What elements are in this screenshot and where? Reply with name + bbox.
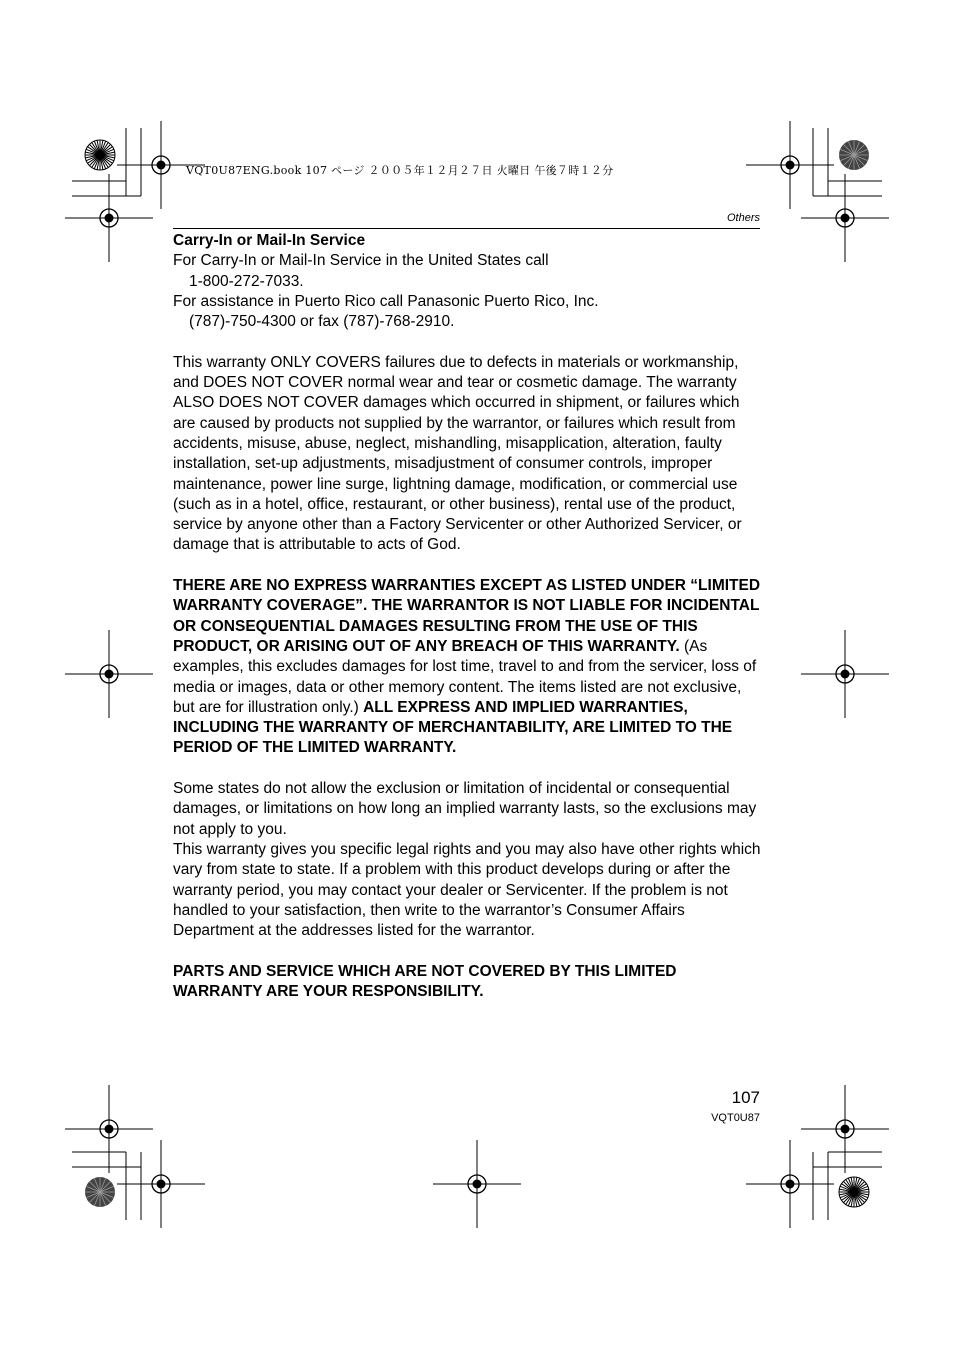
coverage-paragraph: This warranty ONLY COVERS failures due to defects in materials or workmanship, and DOES NOT COVER normal wear and tear or cosmetic damage. The warranty ALSO DOES NOT COVER damages which occurred in shipment, or failures which are caused by products not supplied by the warrantor, or failures which result from accidents, misuse, abuse, neglect, mishandling, misapplication, alteration, faulty installation, set-up adjustments, misadjustment of consumer controls, improper maintenance, power line surge, lightning damage, modification, or commercial use (such as in a hotel, office, restaurant, or other business), rental use of the product, service by anyone other than a Factory Servicenter or other Authorized Servicer, or damage that is attributable to acts of God.: [173, 353, 742, 554]
registration-mark: [117, 1140, 205, 1228]
registration-mark: [801, 174, 889, 262]
no-express-warranties-text: THERE ARE NO EXPRESS WARRANTIES EXCEPT AS LISTED UNDER “LIMITED WARRANTY COVERAGE”. THE WARRANTOR IS NOT LIABLE FOR INCIDENTAL OR CONSEQUENTIAL DAMAGES RESULTING FROM THE USE OF THIS PRODUCT, OR ARISING OUT OF ANY BREACH OF THIS WARRANTY.: [173, 577, 761, 655]
responsibility-paragraph: PARTS AND SERVICE WHICH ARE NOT COVERED BY THIS LIMITED WARRANTY ARE YOUR RESPONSIBILITY.: [173, 962, 677, 1000]
puerto-rico-line: For assistance in Puerto Rico call Panasonic Puerto Rico, Inc.: [173, 292, 599, 310]
registration-mark: [746, 1140, 834, 1228]
registration-mark: [801, 630, 889, 718]
registration-mark: [65, 630, 153, 718]
header-rule: [173, 228, 760, 229]
exclusion-examples-text: (As examples, this excludes damages for lost time, travel to and from the servicer, loss of media or images, data or other memory content. The items listed are not exclusive, but are for illustration only.): [173, 637, 757, 716]
state-exclusions-paragraph: Some states do not allow the exclusion or limitation of incidental or consequential damages, or limitations on how long an implied warranty lasts, so the exclusions may not apply to you.: [173, 780, 757, 838]
puerto-rico-phone-number: (787)-750-4300 or fax (787)-768-2910.: [189, 313, 455, 331]
starburst-target-icon: [839, 140, 869, 170]
starburst-target-icon: [85, 1177, 115, 1207]
us-phone-number: 1-800-272-7033.: [189, 272, 304, 290]
starburst-target-icon: [85, 140, 115, 170]
legal-rights-paragraph: This warranty gives you specific legal rights and you may also have other rights which vary from state to state. If a problem with this product develops during or after the warranty period, you may contact your dealer or Servicenter. If the problem is not handled to your satisfaction, then write to the warrantor’s Consumer Affairs Department at the addresses listed for the warrantor.: [173, 840, 761, 940]
registration-mark: [65, 1085, 153, 1173]
us-service-line: For Carry-In or Mail-In Service in the United States call: [173, 252, 549, 270]
warranty-content: [173, 231, 763, 1002]
book-file-header: VQT0U87ENG.book 107 ページ ２００５年１２月２７日 火曜日 午後７時１２分: [186, 164, 614, 177]
implied-warranties-text: ALL EXPRESS AND IMPLIED WARRANTIES, INCLUDING THE WARRANTY OF MERCHANTABILITY, ARE LIMITED TO THE PERIOD OF THE LIMITED WARRANTY.: [173, 698, 733, 757]
model-code: VQT0U87: [711, 1112, 760, 1124]
registration-mark: [801, 1085, 889, 1173]
registration-mark: [65, 174, 153, 262]
registration-mark: [433, 1140, 521, 1228]
section-label: Others: [726, 212, 760, 224]
starburst-target-icon: [839, 1177, 869, 1207]
page-number: 107: [731, 1088, 760, 1107]
service-heading: Carry-In or Mail-In Service: [173, 232, 366, 249]
liability-paragraph: [173, 576, 763, 759]
